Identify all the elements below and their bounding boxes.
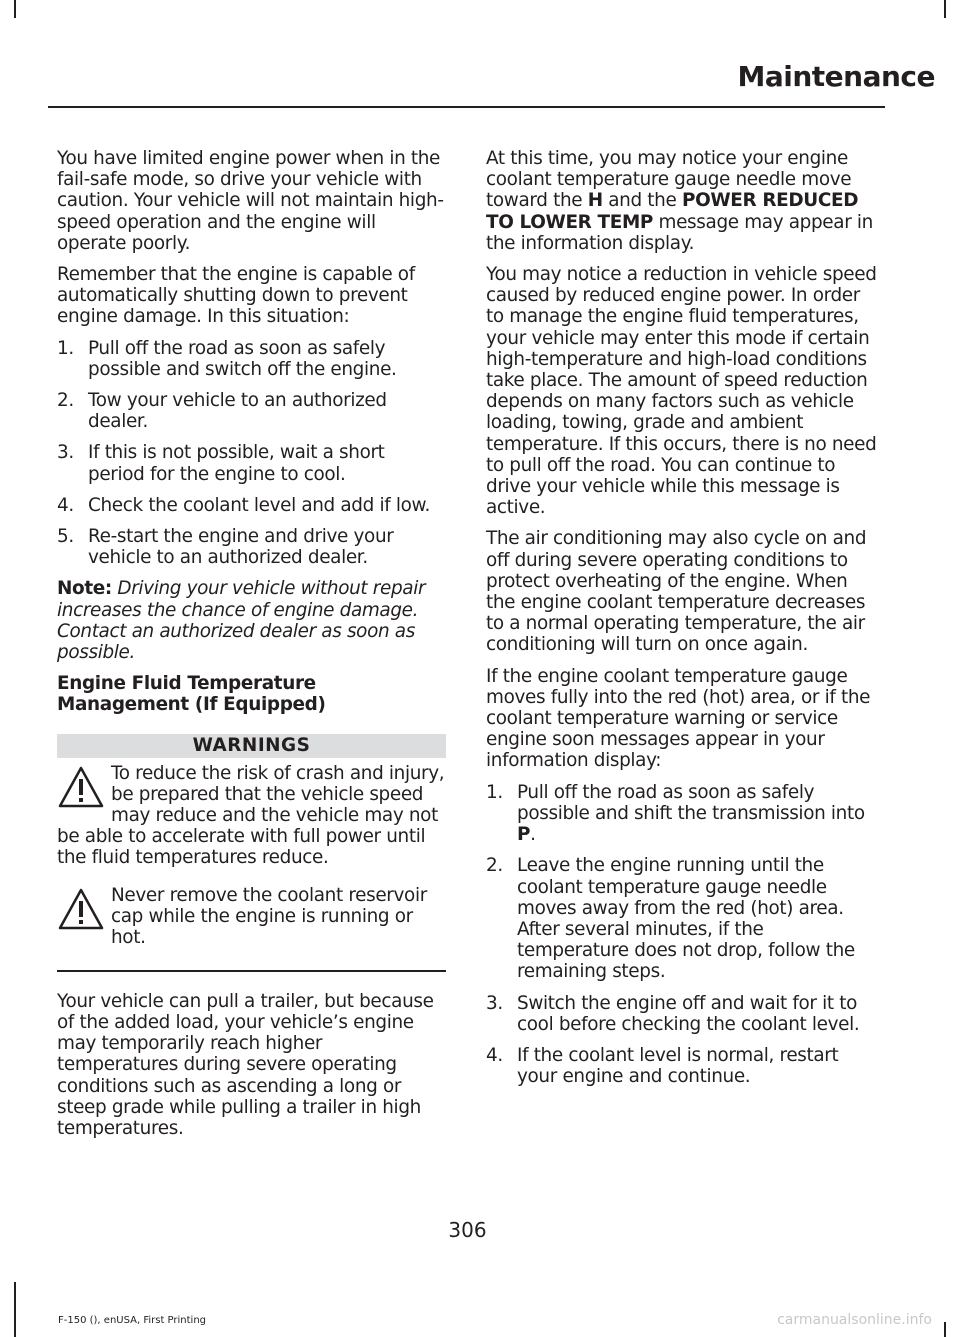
- step-number: 2.: [57, 390, 74, 412]
- warning-triangle-icon: [57, 887, 105, 931]
- list-item: [486, 1045, 880, 1087]
- note-text: Driving your vehicle without repair increases the chance of engine damage. Contact an authorized dealer as soon as possible.: [57, 578, 426, 664]
- warnings-divider: [57, 970, 446, 972]
- gauge-h-label: H: [587, 190, 603, 212]
- step-text: If the coolant level is normal, restart your engine and continue.: [517, 1044, 839, 1088]
- paragraph: [486, 148, 880, 254]
- step-text: Tow your vehicle to an authorized dealer.: [88, 390, 387, 433]
- overheat-steps-list: [486, 782, 880, 1088]
- paragraph: Remember that the engine is capable of automatically shutting down to prevent engine damage. In this situation:: [57, 264, 415, 328]
- edition-footer: F-150 (), enUSA, First Printing: [58, 1315, 207, 1326]
- list-item: [57, 390, 446, 432]
- step-number: 1.: [57, 337, 74, 359]
- list-item: [57, 526, 446, 568]
- left-column: [57, 148, 446, 1149]
- step-text: Leave the engine running until the coolant temperature gauge needle moves away from the red (hot) area. After several minutes, if the temperature does not drop, follow the remaining steps.: [517, 855, 855, 983]
- note-label: Note:: [57, 578, 112, 600]
- warnings-header: WARNINGS: [57, 734, 446, 758]
- step-number: 4.: [57, 494, 74, 516]
- list-item: [57, 495, 446, 516]
- crop-mark-bottom-left: [14, 1282, 16, 1337]
- paragraph: If the engine coolant temperature gauge moves fully into the red (hot) area, or if the coolant temperature warning or service engine soon messages appear in your information display:: [486, 665, 871, 772]
- step-text: If this is not possible, wait a short period for the engine to cool.: [88, 442, 385, 485]
- step-text: Pull off the road as soon as safely possible and switch off the engine.: [88, 337, 397, 380]
- display-message: POWER REDUCED TO LOWER TEMP: [486, 190, 859, 233]
- list-item: [486, 782, 880, 846]
- list-item: [486, 993, 880, 1035]
- gear-p-label: P: [517, 824, 531, 846]
- step-number: 2.: [486, 855, 503, 877]
- list-item: [57, 442, 446, 484]
- right-column: [486, 148, 880, 1097]
- crop-mark-top-left: [14, 0, 16, 18]
- text-run: At this time, you may notice your engine coolant temperature gauge needle move toward the: [486, 148, 852, 212]
- note: [57, 578, 446, 663]
- warning-item: [57, 885, 446, 949]
- page-number: 306: [448, 1218, 487, 1242]
- step-text: Re-start the engine and drive your vehicle to an authorized dealer.: [88, 526, 394, 569]
- warning-triangle-icon: [57, 765, 105, 809]
- watermark: carmanualsonline.info: [777, 1312, 932, 1328]
- step-number: 4.: [486, 1044, 503, 1066]
- text-run: message may appear in the information display.: [486, 211, 873, 254]
- warning-item: [57, 763, 446, 869]
- warning-text: To reduce the risk of crash and injury, be prepared that the vehicle speed may reduce and the vehicle may not be able to accelerate with full power until the fluid temperatures reduce.: [57, 762, 445, 869]
- crop-mark-top-right: [944, 0, 946, 18]
- paragraph: The air conditioning may also cycle on and off during severe operating conditions to protect overheating of the engine. When the engine coolant temperature decreases to a normal operating temperature, the air conditioning will turn on once again.: [486, 528, 867, 656]
- paragraph: You have limited engine power when in the fail-safe mode, so drive your vehicle with caution. Your vehicle will not maintain high-speed operation and the engine will operate poorly.: [57, 148, 444, 254]
- step-text: Switch the engine off and wait for it to cool before checking the coolant level.: [517, 992, 860, 1035]
- step-text-end: .: [530, 824, 536, 846]
- step-number: 3.: [486, 992, 503, 1014]
- list-item: [57, 338, 446, 380]
- crop-mark-bottom-right: [944, 1322, 946, 1337]
- paragraph: Your vehicle can pull a trailer, but because of the added load, your vehicle’s engine may temporarily reach higher temperatures during severe operating conditions such as ascending a long or steep grade while pulling a trailer in high temperatures.: [57, 990, 434, 1140]
- page-title: Maintenance: [737, 60, 935, 93]
- step-number: 3.: [57, 442, 74, 464]
- section-heading: Engine Fluid Temperature Management (If Equipped): [57, 673, 326, 716]
- warning-text: Never remove the coolant reservoir cap while the engine is running or hot.: [111, 884, 427, 949]
- text-run: and the: [602, 190, 682, 212]
- step-number: 5.: [57, 526, 74, 548]
- header-rule: [48, 106, 885, 108]
- list-item: [486, 855, 880, 982]
- shutdown-steps-list: [57, 338, 446, 569]
- step-text: Check the coolant level and add if low.: [88, 494, 430, 516]
- step-text: Pull off the road as soon as safely possible and shift the transmission into: [517, 781, 865, 824]
- paragraph: You may notice a reduction in vehicle speed caused by reduced engine power. In order to manage the engine fluid temperatures, your vehicle may enter this mode if certain high-temperature and high-load conditions take place. The amount of speed reduction depends on many factors such as vehicle loading, towing, grade and ambient temperature. If this occurs, there is no need to pull off the road. You can continue to drive your vehicle while this message is active.: [486, 264, 877, 519]
- step-number: 1.: [486, 781, 503, 803]
